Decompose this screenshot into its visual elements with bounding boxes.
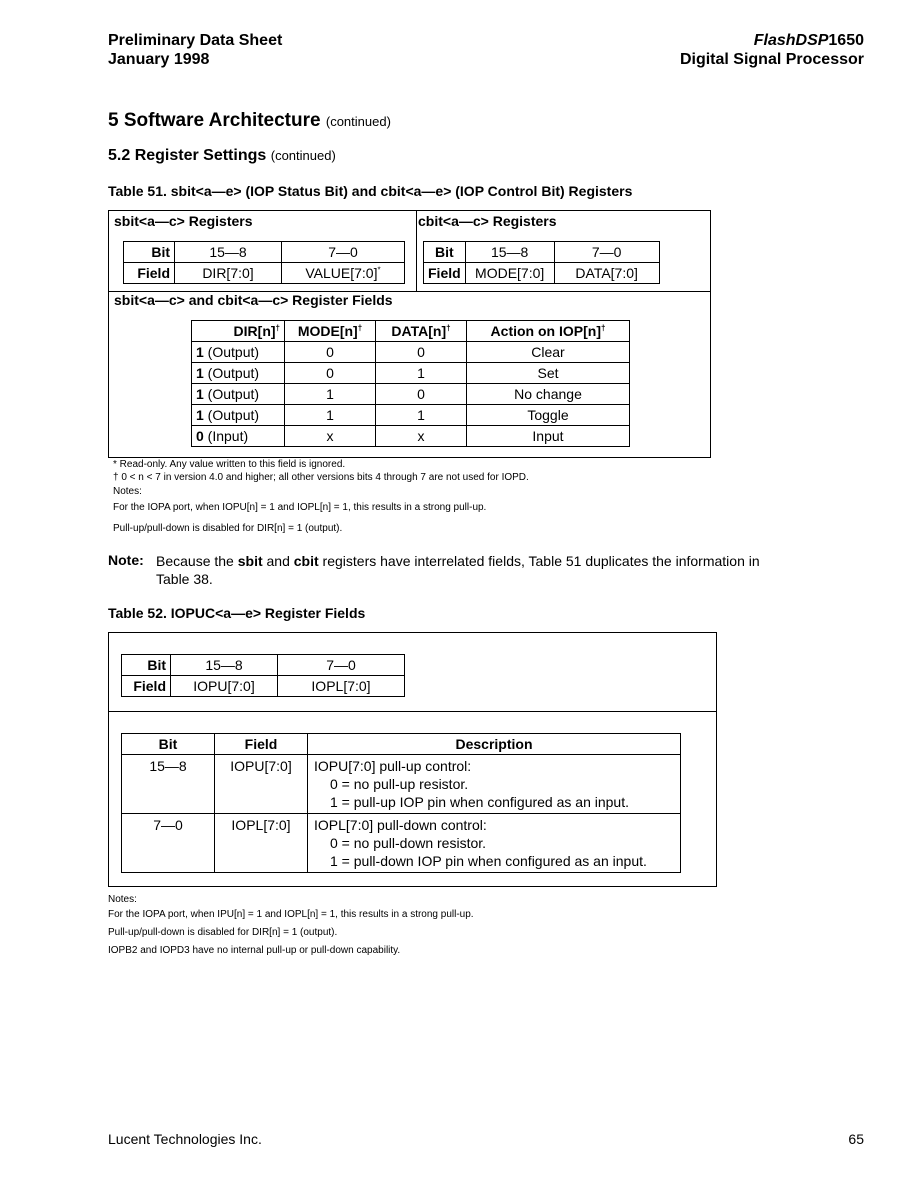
col-header: Bit — [122, 734, 215, 755]
header-right — [680, 31, 864, 69]
cbit-register-table — [423, 241, 660, 284]
col-header: Description — [308, 734, 681, 755]
description-cell: IOPL[7:0] pull-down control: 0 = no pull-down resistor. 1 = pull-down IOP pin when configured as an input. — [308, 814, 681, 873]
notes-label: Notes: — [108, 894, 137, 905]
data-cell: 1 — [376, 363, 467, 384]
col-header: Field — [215, 734, 308, 755]
table-row — [122, 676, 405, 697]
mode-cell: 1 — [285, 384, 376, 405]
iopuc-register-table — [121, 654, 405, 697]
page-number: 65 — [848, 1131, 864, 1147]
note-item: Pull-up/pull-down is disabled for DIR[n] = 1 (output). — [113, 523, 343, 534]
field-label: Field — [424, 263, 466, 284]
notes-label: Notes: — [113, 486, 142, 497]
product-name: FlashDSP1650 — [753, 32, 864, 49]
col-header: DATA[n]† — [376, 321, 467, 342]
sbit-register-table — [123, 241, 405, 284]
table-row — [124, 242, 405, 263]
field-name: VALUE[7:0]* — [282, 263, 405, 284]
field-name: MODE[7:0] — [465, 263, 554, 284]
dir-cell: 0 (Input) — [192, 426, 285, 447]
col-header: Action on IOP[n]† — [467, 321, 630, 342]
note-text: Because the sbit and cbit registers have interrelated fields, Table 51 duplicates the information in Table 38. — [156, 553, 760, 587]
dir-cell: 1 (Output) — [192, 363, 285, 384]
bit-range: 7—0 — [554, 242, 659, 263]
bit-cell: 7—0 — [122, 814, 215, 873]
action-cell: No change — [467, 384, 630, 405]
mode-cell: 0 — [285, 363, 376, 384]
field-cell: IOPU[7:0] — [215, 755, 308, 814]
action-cell: Set — [467, 363, 630, 384]
dir-cell: 1 (Output) — [192, 405, 285, 426]
table-row — [122, 814, 681, 873]
table-row — [122, 755, 681, 814]
footnote-range: † 0 < n < 7 in version 4.0 and higher; all other versions bits 4 through 7 are not used for IOPD. — [113, 472, 529, 483]
table-row — [124, 263, 405, 284]
table-header-row — [192, 321, 630, 342]
cbit-title: cbit<a—c> Registers — [418, 213, 557, 229]
action-cell: Toggle — [467, 405, 630, 426]
product-desc: Digital Signal Processor — [679, 51, 864, 68]
table-row — [192, 342, 630, 363]
iopuc-fields-table — [121, 733, 681, 873]
note-label: Note: — [108, 552, 144, 568]
field-name: IOPU[7:0] — [171, 676, 278, 697]
bit-label: Bit — [124, 242, 175, 263]
subsection-title: 5.2 Register Settings (continued) — [108, 147, 336, 164]
footer-company: Lucent Technologies Inc. — [108, 1131, 262, 1147]
table-row — [424, 242, 660, 263]
divider-horizontal — [109, 711, 716, 712]
doc-date: January 1998 — [108, 51, 210, 68]
note-item: IOPB2 and IOPD3 have no internal pull-up or pull-down capability. — [108, 945, 401, 956]
doc-type: Preliminary Data Sheet — [108, 32, 283, 49]
col-header: DIR[n]† — [192, 321, 285, 342]
action-cell: Input — [467, 426, 630, 447]
table-row — [192, 363, 630, 384]
note-item: Pull-up/pull-down is disabled for DIR[n] = 1 (output). — [108, 927, 338, 938]
section-title: 5 Software Architecture (continued) — [108, 110, 391, 131]
bit-range: 7—0 — [278, 655, 405, 676]
table51-caption: Table 51. sbit<a—e> (IOP Status Bit) and cbit<a—e> (IOP Control Bit) Registers — [108, 183, 633, 199]
table-row — [192, 405, 630, 426]
bit-range: 7—0 — [282, 242, 405, 263]
mode-cell: 1 — [285, 405, 376, 426]
note-item: For the IOPA port, when IPU[n] = 1 and IOPL[n] = 1, this results in a strong pull-up. — [108, 909, 474, 920]
mode-cell: x — [285, 426, 376, 447]
table52-caption: Table 52. IOPUC<a—e> Register Fields — [108, 605, 366, 621]
fields-title: sbit<a—c> and cbit<a—c> Register Fields — [114, 292, 393, 308]
description-cell: IOPU[7:0] pull-up control: 0 = no pull-up resistor. 1 = pull-up IOP pin when configured as an input. — [308, 755, 681, 814]
field-label: Field — [122, 676, 171, 697]
footnote-readonly: * Read-only. Any value written to this field is ignored. — [113, 459, 346, 470]
data-cell: 0 — [376, 384, 467, 405]
table-row — [192, 384, 630, 405]
divider-vertical — [416, 211, 417, 291]
table-row — [424, 263, 660, 284]
bit-cell: 15—8 — [122, 755, 215, 814]
table-header-row — [122, 734, 681, 755]
table-row — [122, 655, 405, 676]
dir-cell: 1 (Output) — [192, 342, 285, 363]
dir-cell: 1 (Output) — [192, 384, 285, 405]
field-label: Field — [124, 263, 175, 284]
data-cell: x — [376, 426, 467, 447]
data-cell: 1 — [376, 405, 467, 426]
table-row — [192, 426, 630, 447]
mode-cell: 0 — [285, 342, 376, 363]
register-fields-table — [191, 320, 630, 447]
field-name: IOPL[7:0] — [278, 676, 405, 697]
bit-label: Bit — [122, 655, 171, 676]
bit-range: 15—8 — [171, 655, 278, 676]
table51-frame — [108, 210, 711, 458]
bit-range: 15—8 — [175, 242, 282, 263]
data-cell: 0 — [376, 342, 467, 363]
bit-label: Bit — [424, 242, 466, 263]
header-left — [108, 31, 282, 69]
table52-frame — [108, 632, 717, 887]
note-item: For the IOPA port, when IOPU[n] = 1 and IOPL[n] = 1, this results in a strong pull-up. — [113, 502, 487, 513]
field-cell: IOPL[7:0] — [215, 814, 308, 873]
col-header: MODE[n]† — [285, 321, 376, 342]
action-cell: Clear — [467, 342, 630, 363]
field-name: DIR[7:0] — [175, 263, 282, 284]
field-name: DATA[7:0] — [554, 263, 659, 284]
sbit-title: sbit<a—c> Registers — [114, 213, 253, 229]
bit-range: 15—8 — [465, 242, 554, 263]
